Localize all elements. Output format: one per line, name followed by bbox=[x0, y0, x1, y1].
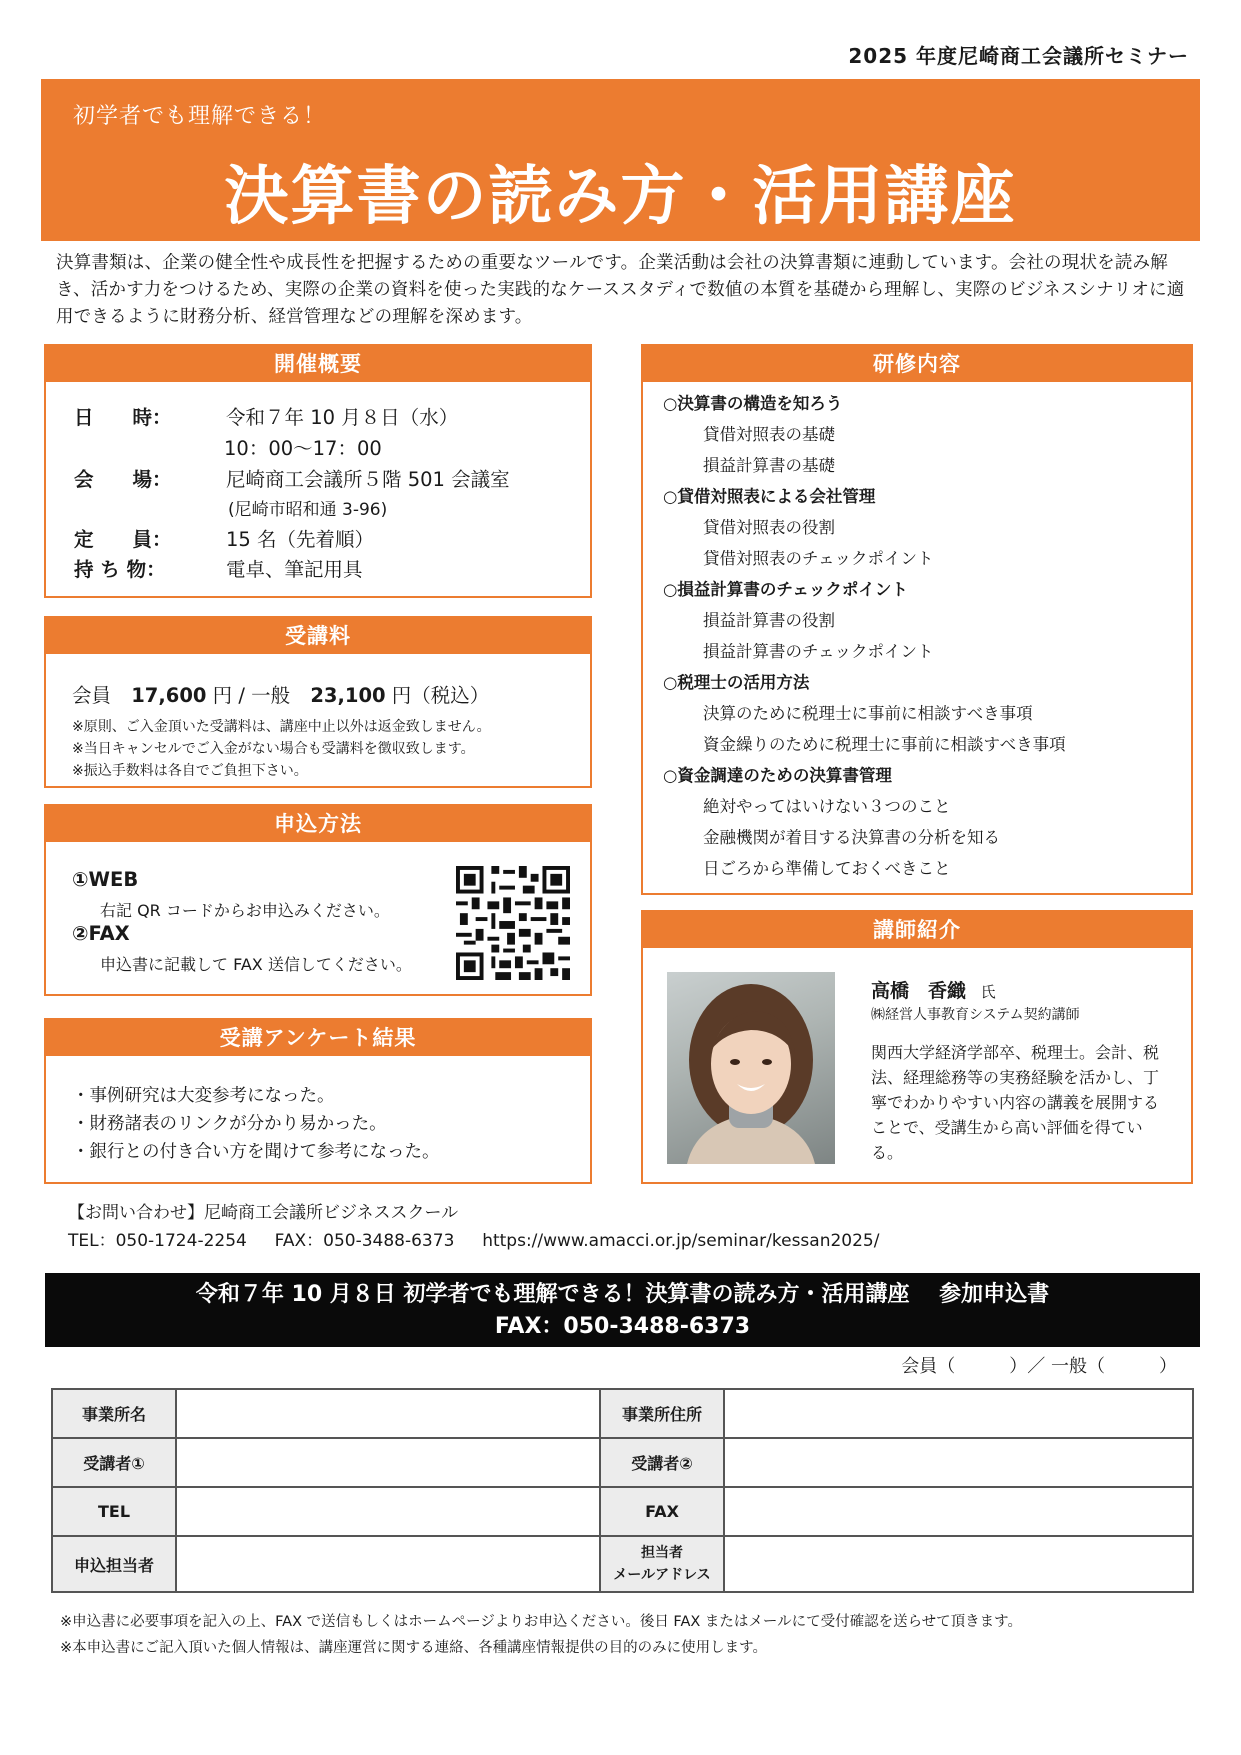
attendee1-label: 受講者① bbox=[52, 1438, 176, 1487]
lecturer-name: 高橋 香織 bbox=[871, 980, 967, 1002]
hero-title: 決算書の読み方・活用講座 bbox=[224, 160, 1017, 234]
fax-label: FAX bbox=[600, 1487, 724, 1536]
address-field[interactable] bbox=[724, 1389, 1193, 1438]
curriculum-list bbox=[663, 388, 1066, 884]
tel-field[interactable] bbox=[176, 1487, 600, 1536]
lecturer-honorific: 氏 bbox=[980, 983, 996, 1001]
venue-address: (尼崎市昭和通 3-96) bbox=[228, 500, 388, 520]
lecturer-heading: 講師紹介 bbox=[643, 912, 1191, 948]
member-price: 17,600 bbox=[131, 684, 207, 707]
attendee2-label: 受講者② bbox=[600, 1438, 724, 1487]
web-text: 右記 QR コードからお申込みください。 bbox=[100, 901, 390, 920]
contact-email-label-line: 担当者 bbox=[641, 1545, 683, 1561]
items-value: 電卓、筆記用具 bbox=[226, 558, 363, 581]
curriculum-section-title: ○貸借対照表による会社管理 bbox=[663, 487, 876, 506]
survey-item: ・財務諸表のリンクが分かり易かった。 bbox=[72, 1114, 387, 1134]
curriculum-section-title: ○資金調達のための決算書管理 bbox=[663, 766, 892, 785]
curriculum-section-title: ○税理士の活用方法 bbox=[663, 673, 810, 692]
seminar-year-title: 2025 年度尼崎商工会議所セミナー bbox=[848, 44, 1189, 68]
date-label: 日 時： bbox=[74, 406, 172, 429]
curriculum-item: 損益計算書のチェックポイント bbox=[703, 642, 934, 661]
survey-heading: 受講アンケート結果 bbox=[46, 1020, 590, 1056]
curriculum-item: 日ごろから準備しておくべきこと bbox=[703, 859, 951, 878]
web-title: ①WEB bbox=[72, 868, 139, 891]
form-band-title: 令和７年 10 月８日 初学者でも理解できる！決算書の読み方・活用講座 参加申込書 bbox=[195, 1282, 1050, 1307]
attendee2-field[interactable] bbox=[724, 1438, 1193, 1487]
company-field[interactable] bbox=[176, 1389, 600, 1438]
intro-text: 決算書類は、企業の健全性や成長性を把握するための重要なツールです。企業活動は会社の決算書類に連動しています。会社の現状を読み解き、活かす力をつけるため、実際の企業の資料を使った実践的なケーススタディで数値の本質を基礎から理解し、実際のビジネスシナリオに適用できるように財務分析、経営管理などの理解を深めます。 bbox=[56, 253, 1185, 327]
contact-title: 【お問い合わせ】尼崎商工会議所ビジネススクール bbox=[68, 1203, 459, 1223]
fee-note: ※振込手数料は各自でご負担下さい。 bbox=[72, 763, 308, 779]
address-label: 事業所住所 bbox=[600, 1389, 724, 1438]
membership-choice[interactable]: 会員（ ）／ 一般（ ） bbox=[901, 1356, 1177, 1377]
hero-banner bbox=[41, 79, 1200, 241]
fee-box bbox=[44, 616, 592, 788]
contact-info[interactable]: TEL：050-1724-2254 FAX：050-3488-6373 https://www.amacci.or.jp/seminar/kessan2025/ bbox=[68, 1231, 880, 1251]
curriculum-item: 貸借対照表のチェックポイント bbox=[703, 549, 934, 568]
survey-item: ・事例研究は大変参考になった。 bbox=[72, 1086, 335, 1106]
curriculum-section-title: ○損益計算書のチェックポイント bbox=[663, 580, 908, 599]
lecturer-photo bbox=[667, 972, 835, 1164]
general-price: 23,100 bbox=[310, 684, 386, 707]
form-band-fax: FAX：050-3488-6373 bbox=[494, 1314, 751, 1339]
survey-box bbox=[44, 1018, 592, 1184]
contact-email-label-line: メールアドレス bbox=[613, 1567, 711, 1583]
time-value: 10：00～17：00 bbox=[224, 437, 382, 460]
curriculum-heading: 研修内容 bbox=[643, 346, 1191, 382]
fee-heading: 受講料 bbox=[46, 618, 590, 654]
portrait-icon bbox=[667, 972, 835, 1164]
curriculum-box bbox=[641, 344, 1193, 895]
lecturer-box bbox=[641, 910, 1193, 1184]
apply-heading: 申込方法 bbox=[46, 806, 590, 842]
apply-box bbox=[44, 804, 592, 996]
curriculum-item: 決算のために税理士に事前に相談すべき事項 bbox=[703, 704, 1033, 723]
curriculum-item: 貸借対照表の役割 bbox=[703, 518, 835, 537]
curriculum-section-title: ○決算書の構造を知ろう bbox=[663, 394, 843, 413]
fax-title: ②FAX bbox=[72, 922, 130, 945]
attendee1-field[interactable] bbox=[176, 1438, 600, 1487]
hero-subtitle: 初学者でも理解できる！ bbox=[73, 104, 327, 129]
form-band bbox=[45, 1273, 1200, 1347]
date-value: 令和７年 10 月８日（水） bbox=[226, 406, 459, 429]
general-label: 円 / 一般 bbox=[212, 684, 291, 707]
fee-note: ※当日キャンセルでご入金がない場合も受講料を徴収致します。 bbox=[72, 741, 475, 757]
overview-box bbox=[44, 344, 592, 598]
lecturer-name-line bbox=[871, 976, 996, 1003]
application-form bbox=[51, 1388, 1194, 1593]
contact-person-label: 申込担当者 bbox=[52, 1536, 176, 1592]
tel-label: TEL bbox=[52, 1487, 176, 1536]
curriculum-item: 貸借対照表の基礎 bbox=[703, 425, 835, 444]
fee-note: ※原則、ご入金頂いた受講料は、講座中止以外は返金致しません。 bbox=[72, 719, 491, 735]
footnote: ※申込書に必要事項を記入の上、FAX で送信もしくはホームページよりお申込ください。後日 FAX またはメールにて受付確認を送らせて頂きます。 bbox=[60, 1614, 1023, 1630]
curriculum-item: 損益計算書の役割 bbox=[703, 611, 835, 630]
contact-email-field[interactable] bbox=[724, 1536, 1193, 1592]
company-label: 事業所名 bbox=[52, 1389, 176, 1438]
lecturer-affiliation: ㈱経営人事教育システム契約講師 bbox=[871, 1007, 1080, 1023]
contact-email-label bbox=[600, 1536, 724, 1592]
items-label: 持 ち 物： bbox=[74, 558, 166, 581]
capacity-value: 15 名（先着順） bbox=[226, 528, 375, 551]
member-label: 会員 bbox=[72, 684, 112, 707]
curriculum-item: 資金繰りのために税理士に事前に相談すべき事項 bbox=[703, 735, 1066, 754]
curriculum-item: 損益計算書の基礎 bbox=[703, 456, 835, 475]
curriculum-item: 絶対やってはいけない３つのこと bbox=[703, 797, 951, 816]
curriculum-item: 金融機関が着目する決算書の分析を知る bbox=[703, 828, 1000, 847]
qr-code-icon[interactable] bbox=[456, 866, 570, 980]
fax-field[interactable] bbox=[724, 1487, 1193, 1536]
fee-line bbox=[72, 680, 489, 708]
capacity-label: 定 員： bbox=[74, 528, 172, 551]
lecturer-bio: 関西大学経済学部卒、税理士。会計、税法、経理総務等の実務経験を活かし、丁寧でわかりやすい内容の講義を展開することで、受講生から高い評価を得ている。 bbox=[871, 1043, 1160, 1162]
contact-person-field[interactable] bbox=[176, 1536, 600, 1592]
fax-text: 申込書に記載して FAX 送信してください。 bbox=[100, 955, 412, 974]
overview-heading: 開催概要 bbox=[46, 346, 590, 382]
footnote: ※本申込書にご記入頂いた個人情報は、講座運営に関する連絡、各種講座情報提供の目的のみに使用します。 bbox=[60, 1640, 767, 1656]
survey-item: ・銀行との付き合い方を聞けて参考になった。 bbox=[72, 1142, 440, 1162]
tax-note: 円（税込） bbox=[391, 684, 490, 707]
venue-value: 尼崎商工会議所５階 501 会議室 bbox=[226, 468, 510, 491]
venue-label: 会 場： bbox=[74, 468, 172, 491]
